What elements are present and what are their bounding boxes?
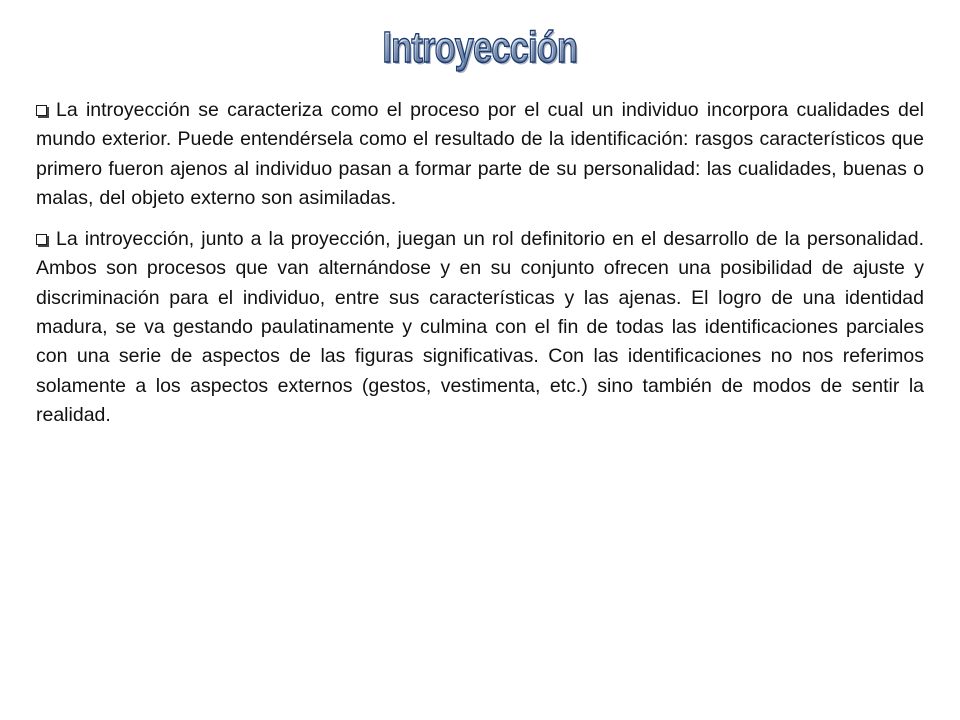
slide-title: Introyección bbox=[383, 18, 578, 78]
paragraph-text: La introyección, junto a la proyección, juegan un rol definitorio en el desarrollo de la personalidad. Ambos son procesos que van alternándose y en su conjunto ofrecen una posibilidad de ajuste y discriminación para el individuo, entre sus características y las ajenas. El logro de una identidad madura, se va gestando paulatinamente y culmina con el fin de todas las identificaciones parciales con una serie de aspectos de las figuras significativas. Con las identificaciones no nos referimos solamente a los aspectos externos (gestos, vestimenta, etc.) sino también de modos de sentir la realidad. bbox=[36, 228, 924, 426]
paragraph-introyeccion-definicion bbox=[36, 96, 924, 213]
paragraph-text: La introyección se caracteriza como el proceso por el cual un individuo incorpora cualidades del mundo exterior. Puede entendérsela como el resultado de la identificación: rasgos característicos que primero fueron ajenos al individuo pasan a formar parte de su personalidad: las cualidades, buenas o malas, del objeto externo son asimiladas. bbox=[36, 99, 924, 209]
square-bullet-icon bbox=[36, 105, 47, 116]
square-bullet-icon bbox=[36, 234, 47, 245]
slide-body bbox=[36, 96, 924, 442]
paragraph-introyeccion-proyeccion bbox=[36, 225, 924, 430]
title-container bbox=[0, 18, 960, 78]
